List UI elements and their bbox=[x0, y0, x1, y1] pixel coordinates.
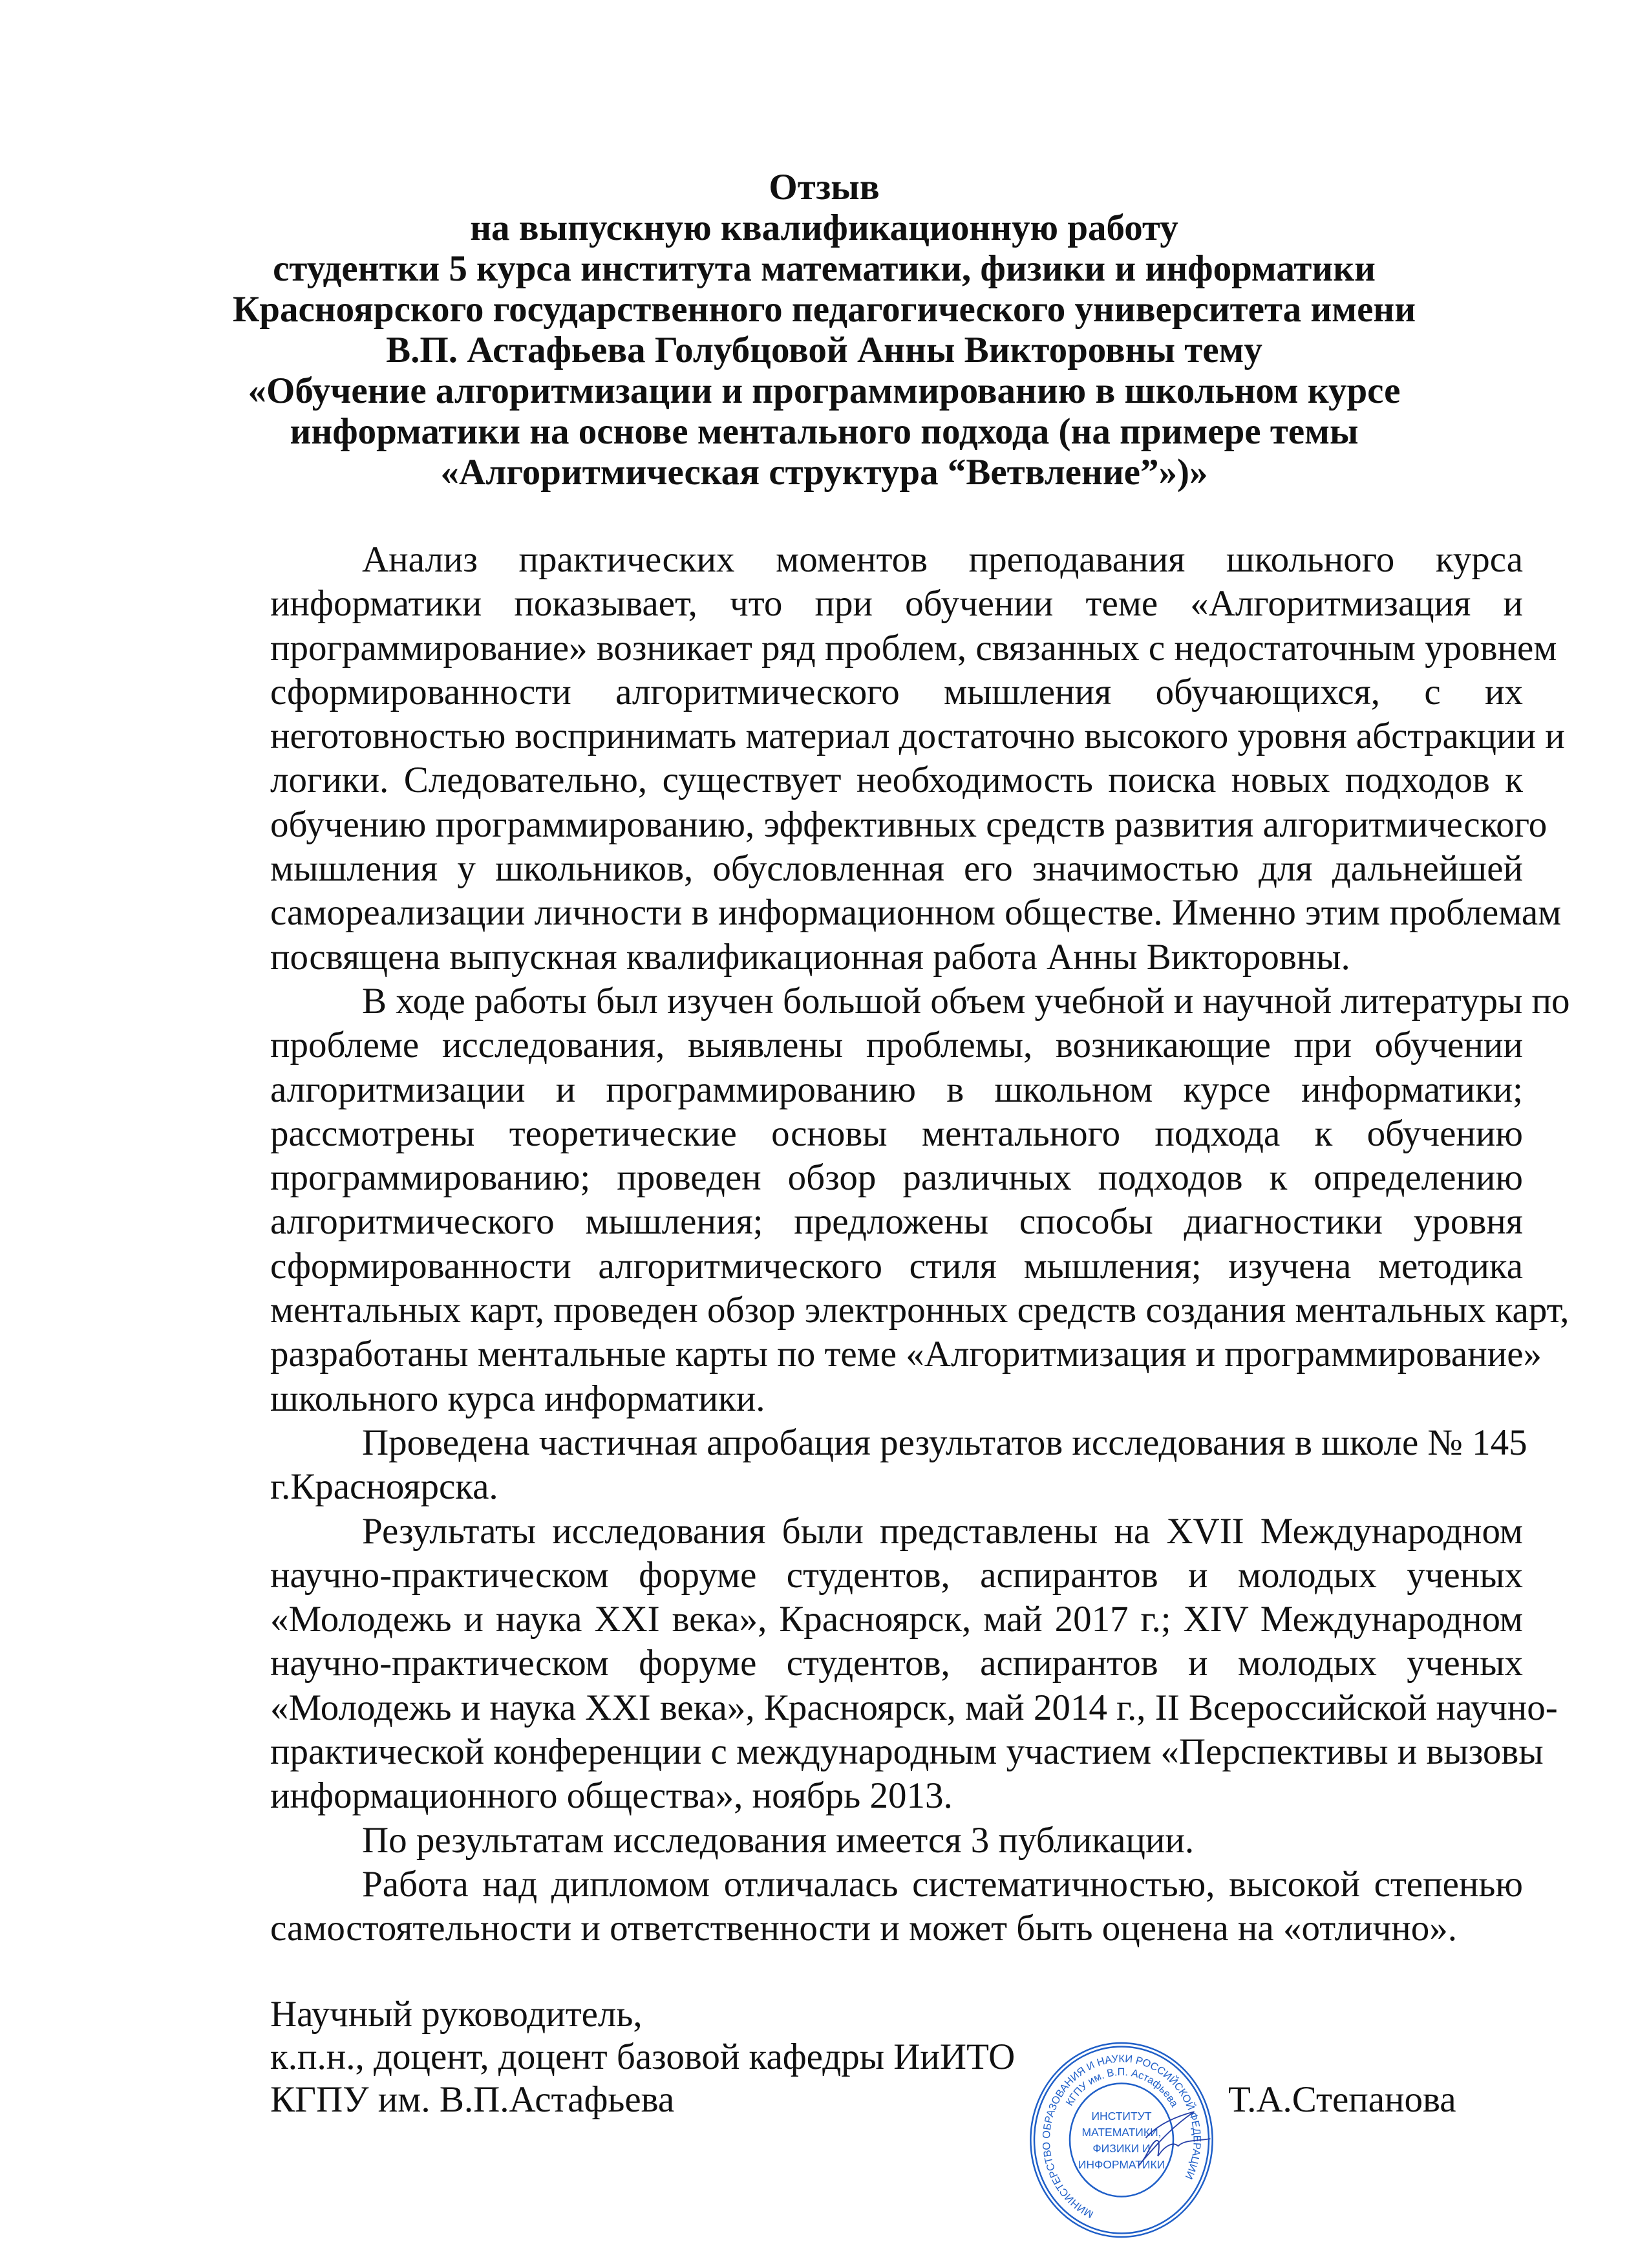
document-title bbox=[48, 167, 1600, 493]
supervisor-name: Т.А.Степанова bbox=[1228, 2079, 1456, 2120]
paragraph-line: Проведена частичная апробация результатов исследования в школе № 145 bbox=[362, 1422, 1527, 1463]
document-body bbox=[270, 538, 1570, 1951]
stamp-ring-text: КГПУ им. В.П. Астафьева bbox=[1063, 2066, 1180, 2110]
paragraph-line: проблеме исследования, выявлены проблемы, возникающие при обучении bbox=[270, 1025, 1523, 1066]
stamp-outer-text: МИНИСТЕРСТВО ОБРАЗОВАНИЯ И НАУКИ РОССИЙСКОЙ ФЕДЕРАЦИИ bbox=[1040, 2053, 1203, 2220]
paragraph-line: Результаты исследования были представлены на XVII Международном bbox=[362, 1510, 1523, 1552]
paragraph-line: сформированности алгоритмического стиля мышления; изучена методика bbox=[270, 1245, 1523, 1287]
paragraph-line: г.Красноярска. bbox=[270, 1466, 498, 1508]
paragraph-line: Работа над дипломом отличалась систематичностью, высокой степенью bbox=[362, 1863, 1523, 1905]
paragraph-line: школьного курса информатики. bbox=[270, 1378, 765, 1419]
supervisor-university: КГПУ им. В.П.Астафьева bbox=[270, 2079, 675, 2120]
paragraph-line: научно-практическом форуме студентов, аспирантов и молодых ученых bbox=[270, 1554, 1523, 1596]
paragraph-line: разработаны ментальные карты по теме «Алгоритмизация и программирование» bbox=[270, 1334, 1542, 1375]
signature-block bbox=[270, 1993, 1015, 2121]
title-line: «Обучение алгоритмизации и программированию в школьном курсе bbox=[248, 370, 1401, 411]
paragraph-line: «Молодежь и наука XXI века», Красноярск, май 2014 г., II Всероссийской научно- bbox=[270, 1687, 1558, 1728]
paragraph-line: «Молодежь и наука XXI века», Красноярск, май 2017 г.; XIV Международном bbox=[270, 1599, 1523, 1640]
paragraph-line: Анализ практических моментов преподавания школьного курса bbox=[362, 539, 1523, 580]
title-line: «Алгоритмическая структура “Ветвление”»)» bbox=[440, 452, 1208, 493]
svg-text:МАТЕМАТИКИ,: МАТЕМАТИКИ, bbox=[1081, 2125, 1162, 2139]
institution-stamp bbox=[1025, 2037, 1218, 2243]
title-line: В.П. Астафьева Голубцовой Анны Викторовны тему bbox=[386, 330, 1262, 370]
paragraph-line: самореализации личности в информационном обществе. Именно этим проблемам bbox=[270, 892, 1562, 934]
title-line: студентки 5 курса института математики, физики и информатики bbox=[273, 248, 1376, 289]
paragraph-line: самостоятельности и ответственности и может быть оценена на «отлично». bbox=[270, 1908, 1458, 1949]
paragraph bbox=[270, 1421, 1527, 1510]
paragraph-line: мышления у школьников, обусловленная его значимостью для дальнейшей bbox=[270, 848, 1523, 890]
paragraph-line: информационного общества», ноябрь 2013. bbox=[270, 1775, 953, 1817]
paragraph-line: обучению программированию, эффективных средств развития алгоритмического bbox=[270, 804, 1548, 845]
supervisor-label: Научный руководитель, bbox=[270, 1994, 643, 2035]
paragraph-line: алгоритмического мышления; предложены способы диагностики уровня bbox=[270, 1201, 1523, 1243]
paragraph-line: информатики показывает, что при обучении теме «Алгоритмизация и bbox=[270, 583, 1523, 625]
paragraph-line: По результатам исследования имеется 3 публикации. bbox=[362, 1819, 1195, 1861]
paragraph-line: В ходе работы был изучен большой объем учебной и научной литературы по bbox=[362, 980, 1570, 1022]
paragraph-line: логики. Следовательно, существует необходимость поиска новых подходов к bbox=[270, 760, 1523, 801]
paragraph-line: практической конференции с международным участием «Перспективы и вызовы bbox=[270, 1731, 1544, 1773]
paragraph-line: ментальных карт, проведен обзор электронных средств создания ментальных карт, bbox=[270, 1290, 1569, 1331]
svg-text:ИНСТИТУТ: ИНСТИТУТ bbox=[1091, 2109, 1152, 2123]
paragraph-line: научно-практическом форуме студентов, аспирантов и молодых ученых bbox=[270, 1643, 1523, 1684]
title-line: Отзыв bbox=[769, 167, 880, 208]
paragraph bbox=[270, 1819, 1523, 1863]
stamp-center-text bbox=[1078, 2110, 1165, 2171]
paragraph bbox=[270, 979, 1570, 1421]
paragraph-line: сформированности алгоритмического мышления обучающихся, с их bbox=[270, 671, 1523, 712]
paragraph-line: программированию; проведен обзор различных подходов к определению bbox=[270, 1157, 1523, 1199]
svg-text:ИНФОРМАТИКИ: ИНФОРМАТИКИ bbox=[1078, 2157, 1165, 2171]
title-line: на выпускную квалификационную работу bbox=[470, 208, 1178, 248]
paragraph-line: неготовностью воспринимать материал достаточно высокого уровня абстракции и bbox=[270, 716, 1565, 757]
paragraph bbox=[270, 1510, 1558, 1819]
supervisor-position: к.п.н., доцент, доцент базовой кафедры ИиИТО bbox=[270, 2037, 1016, 2077]
paragraph bbox=[270, 1863, 1523, 1951]
svg-text:ФИЗИКИ И: ФИЗИКИ И bbox=[1092, 2141, 1151, 2155]
title-line: Красноярского государственного педагогического университета имени bbox=[232, 289, 1416, 330]
paragraph-line: рассмотрены теоретические основы ментального подхода к обучению bbox=[270, 1113, 1523, 1154]
paragraph-line: алгоритмизации и программированию в школьном курсе информатики; bbox=[270, 1069, 1523, 1110]
paragraph bbox=[270, 538, 1565, 979]
paragraph-line: программирование» возникает ряд проблем, связанных с недостаточным уровнем bbox=[270, 627, 1557, 669]
title-line: информатики на основе ментального подхода (на примере темы bbox=[290, 411, 1359, 452]
paragraph-line: посвящена выпускная квалификационная работа Анны Викторовны. bbox=[270, 936, 1350, 978]
